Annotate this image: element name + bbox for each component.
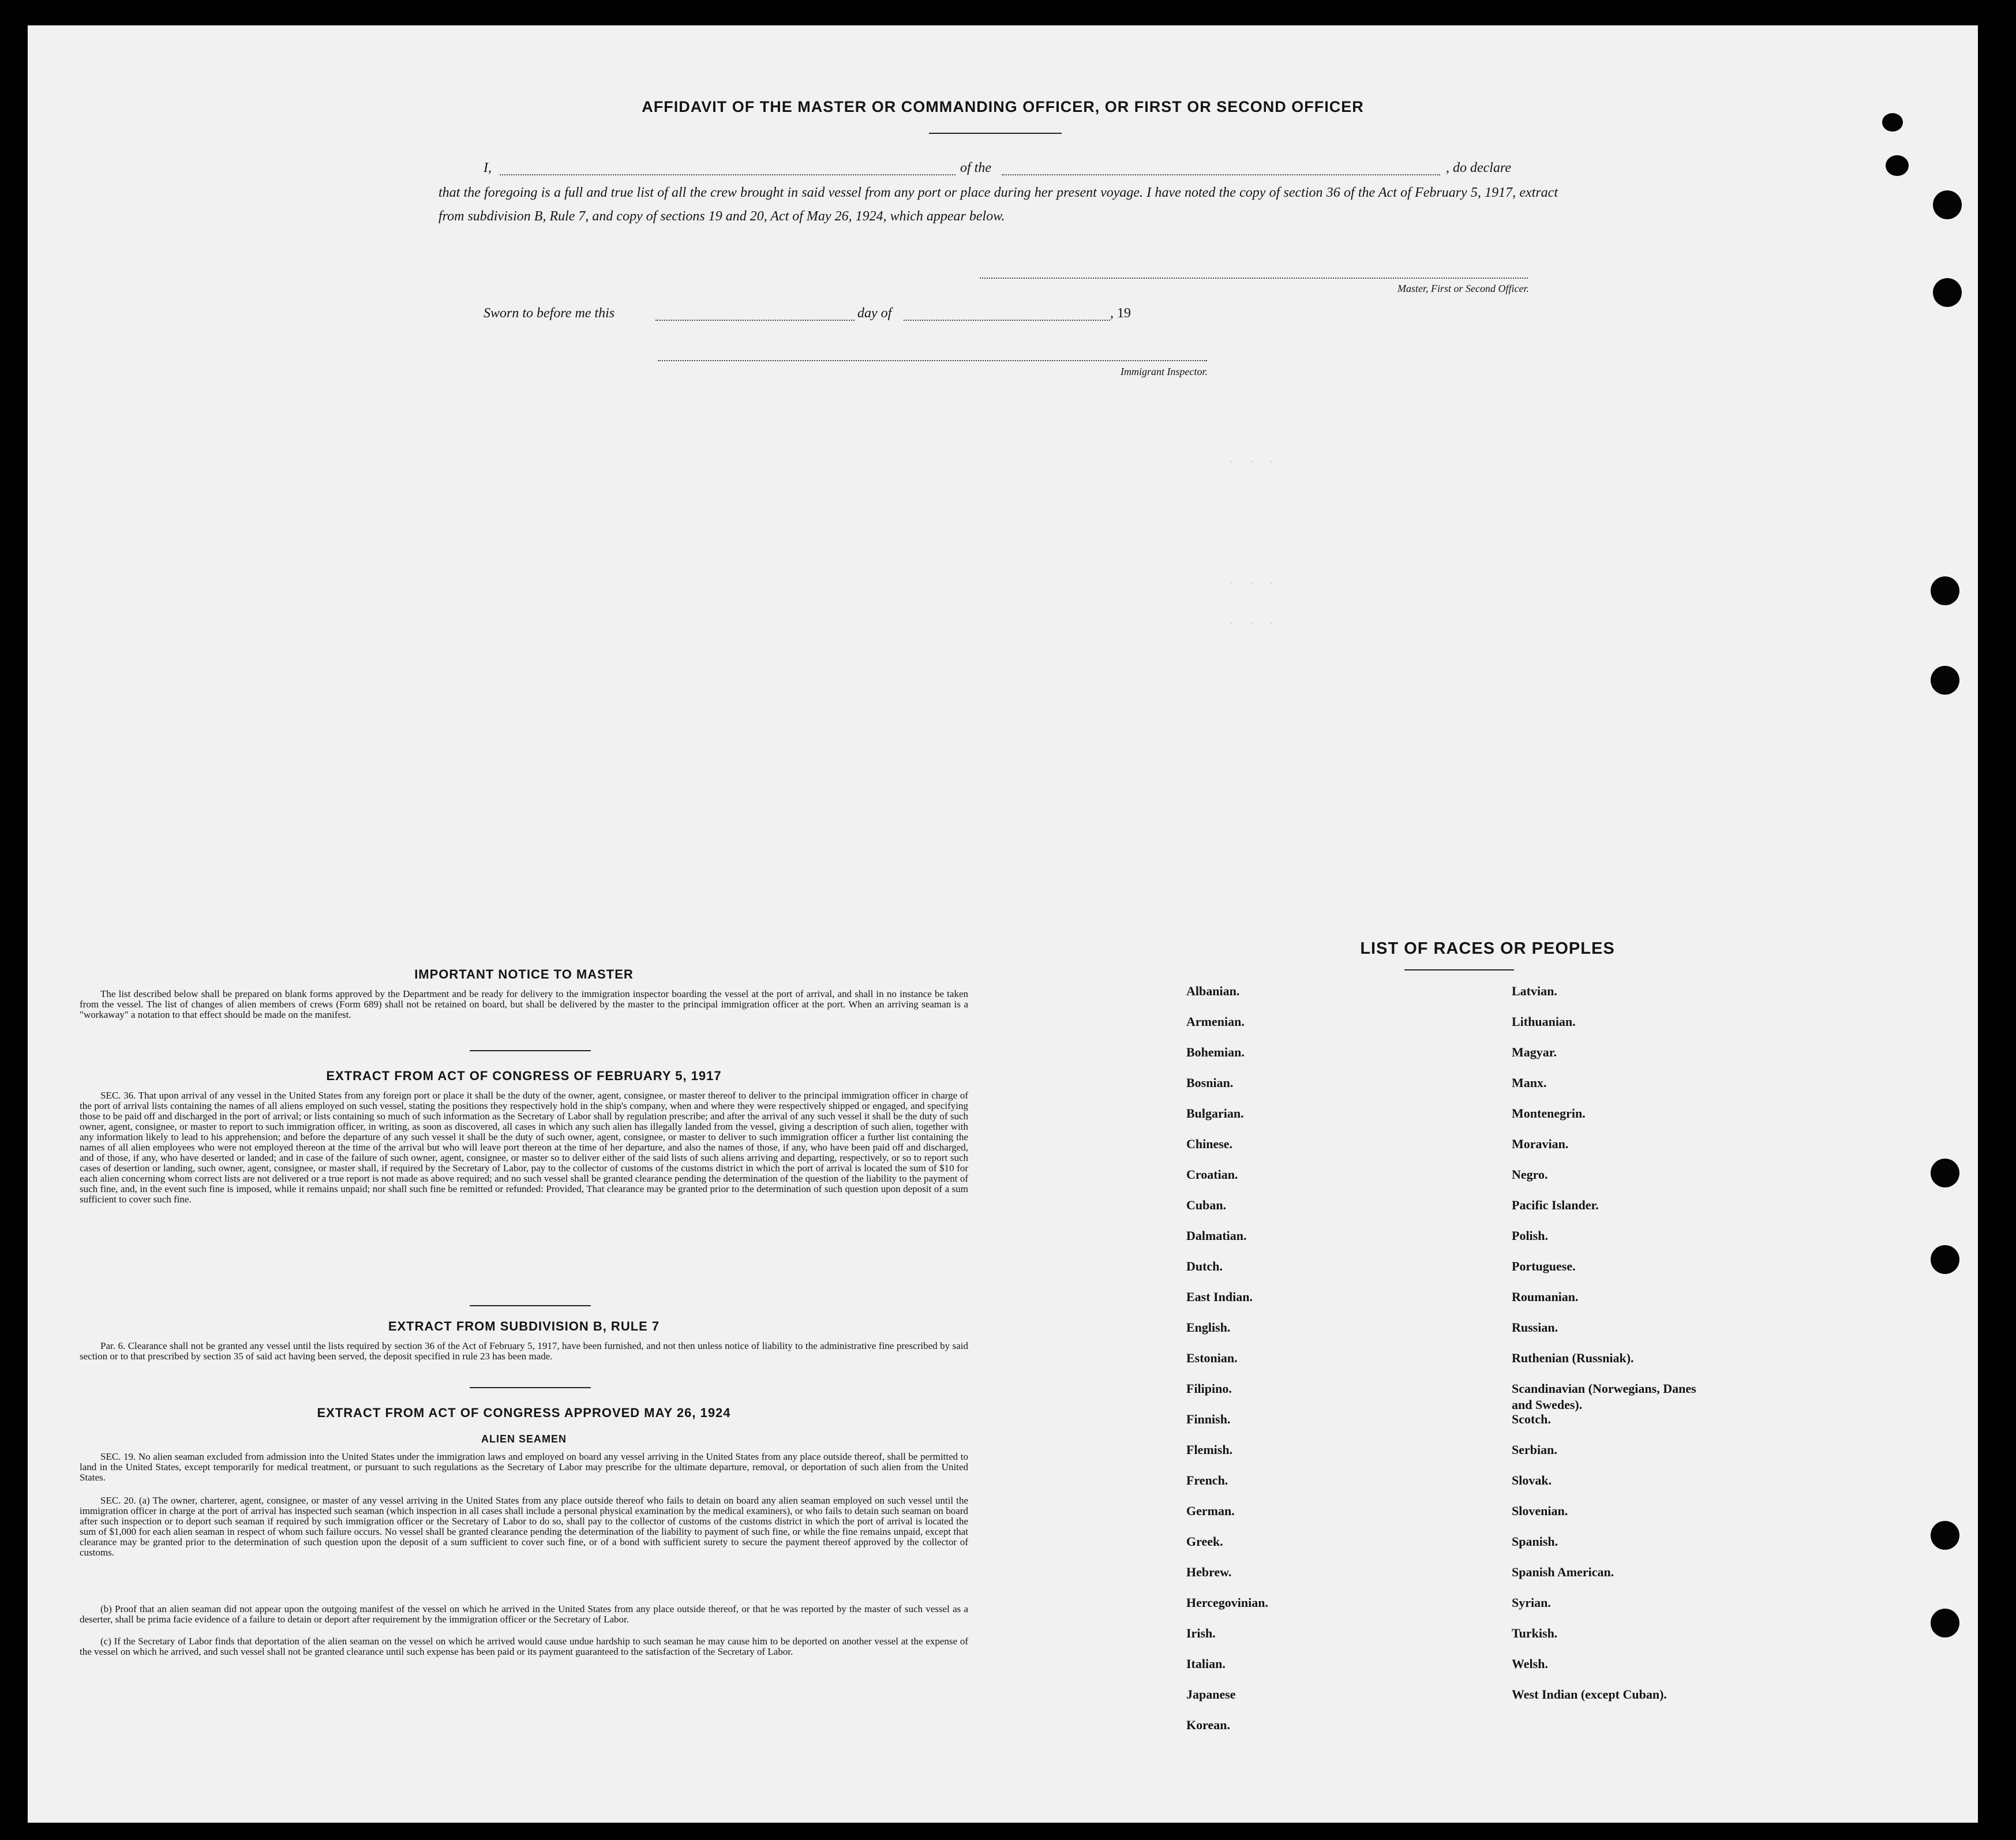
sworn-label: Sworn to before me this [484, 306, 615, 321]
affidavit-title: AFFIDAVIT OF THE MASTER OR COMMANDING OFFICER, OR FIRST OR SECOND OFFICER [642, 98, 1364, 115]
races-title: LIST OF RACES OR PEOPLES [1360, 939, 1615, 958]
race-item: Finnish. [1186, 1412, 1231, 1426]
punch-hole [1886, 155, 1909, 176]
punch-hole [1931, 1609, 1959, 1637]
bleed-through-mark: . . . [1228, 452, 1278, 467]
race-item: Serbian. [1512, 1442, 1557, 1457]
race-item: Estonian. [1186, 1351, 1238, 1365]
race-item: Hebrew. [1186, 1565, 1232, 1579]
punch-hole [1931, 1245, 1959, 1274]
race-item: Cuban. [1186, 1198, 1227, 1212]
declarant-line [484, 157, 1557, 180]
race-item: Japanese [1186, 1687, 1236, 1702]
race-item: Turkish. [1512, 1626, 1558, 1640]
race-item: Bosnian. [1186, 1075, 1234, 1090]
race-item: Pacific Islander. [1512, 1198, 1599, 1212]
race-item: Irish. [1186, 1626, 1216, 1640]
master-signature-label: Master, First or Second Officer. [1397, 283, 1529, 294]
race-item: Armenian. [1186, 1014, 1245, 1029]
punch-hole [1931, 1521, 1959, 1550]
extract-1917-title: EXTRACT FROM ACT OF CONGRESS OF FEBRUARY 5, 1917 [326, 1069, 722, 1083]
race-item: Italian. [1186, 1657, 1226, 1671]
sworn-line [484, 303, 1176, 327]
punch-hole [1931, 576, 1959, 605]
notice-title: IMPORTANT NOTICE TO MASTER [414, 967, 634, 981]
punch-hole [1882, 113, 1903, 132]
sec-20c-text: (c) If the Secretary of Labor finds that deportation of the alien seaman on the vessel on which he arrived would cause undue hardship to such seaman he may cause him to be deported on another vessel at the expense of the vessel on which he arrived, and such vessel shall not be granted clearance until such expense has been paid or its payment guaranteed to the satisfaction of the Secretary of Labor. [80, 1636, 968, 1657]
race-item: German. [1186, 1504, 1235, 1518]
race-item: Spanish American. [1512, 1565, 1614, 1579]
race-item: Magyar. [1512, 1045, 1557, 1059]
title-divider [929, 133, 1062, 134]
declarant-name-field[interactable] [500, 174, 955, 175]
i-label: I, [484, 160, 492, 175]
extract-1924-subtitle: ALIEN SEAMEN [481, 1433, 567, 1445]
race-item: Bulgarian. [1186, 1106, 1244, 1121]
races-title-divider [1404, 969, 1514, 970]
races-list-left [1186, 983, 1440, 1748]
punch-hole [1931, 1159, 1959, 1187]
do-declare-label: , do declare [1446, 160, 1512, 175]
section-divider [470, 1050, 591, 1051]
inspector-label: Immigrant Inspector. [1121, 366, 1208, 377]
race-item: Albanian. [1186, 984, 1240, 998]
race-item: English. [1186, 1320, 1231, 1335]
race-item: Latvian. [1512, 984, 1557, 998]
race-item: Montenegrin. [1512, 1106, 1586, 1121]
race-item: Croatian. [1186, 1167, 1238, 1182]
race-item: Slovenian. [1512, 1504, 1568, 1518]
notice-text: The list described below shall be prepared on blank forms approved by the Department and be ready for delivery to the immigration inspector boarding the vessel at the port of arrival, and shall in no instance be taken from the vessel. The list of changes of alien members of crews (Form 689) shall not be retained on board, but shall be delivered by the master to the principal immigration officer at the port. When an arriving seaman is a "workaway" a notation to that effect should be made on the manifest. [80, 988, 968, 1020]
race-item: Welsh. [1512, 1657, 1548, 1671]
race-item: Ruthenian (Russniak). [1512, 1351, 1634, 1365]
race-item: Roumanian. [1512, 1290, 1579, 1304]
punch-hole [1931, 666, 1959, 695]
race-item: Dalmatian. [1186, 1228, 1247, 1243]
sworn-month-field[interactable] [904, 320, 1110, 321]
race-item: Lithuanian. [1512, 1014, 1576, 1029]
extract-rule7-title: EXTRACT FROM SUBDIVISION B, RULE 7 [388, 1319, 660, 1333]
declaration-text: that the foregoing is a full and true list of all the crew brought in said vessel from any port or place during her present voyage. I have noted the copy of section 36 of the Act of February 5, 1917, extract from subdivision B, Rule 7, and copy of sections 19 and 20, Act of May 26, 1924, which appear below. [439, 185, 1558, 224]
race-item: Korean. [1186, 1718, 1230, 1732]
race-item: French. [1186, 1473, 1228, 1487]
race-item: Scandinavian (Norwegians, Danes and Swedes). [1512, 1381, 1696, 1412]
punch-hole [1933, 190, 1962, 219]
day-of-label: day of [857, 306, 892, 321]
race-item: Filipino. [1186, 1381, 1232, 1396]
race-item: West Indian (except Cuban). [1512, 1687, 1667, 1702]
race-item: Chinese. [1186, 1137, 1233, 1151]
race-item: Hercegovinian. [1186, 1595, 1268, 1610]
of-the-label: of the [960, 160, 991, 175]
bleed-through-mark: . . . [1228, 614, 1278, 628]
year-label: , 19 [1110, 306, 1131, 321]
sec-19-text: SEC. 19. No alien seaman excluded from admission into the United States under the immigration laws and employed on board any vessel arriving in the United States from any place outside thereof, shall be permitted to land in the United States, except temporarily for medical treatment, or pursuant to such regulations as the Secretary of Labor may prescribe for the ultimate departure, removal, or deportation of such alien from the United States. [80, 1451, 968, 1483]
race-item: Spanish. [1512, 1534, 1558, 1549]
race-item: Moravian. [1512, 1137, 1569, 1151]
race-item: Dutch. [1186, 1259, 1223, 1273]
extract-1924-title: EXTRACT FROM ACT OF CONGRESS APPROVED MAY 26, 1924 [317, 1406, 731, 1420]
document-page [28, 25, 1978, 1823]
section-divider [470, 1387, 591, 1388]
bleed-through-mark: . . . [1228, 574, 1278, 588]
race-item: Scotch. [1512, 1412, 1551, 1426]
race-item: Bohemian. [1186, 1045, 1245, 1059]
race-item: East Indian. [1186, 1290, 1253, 1304]
vessel-name-field[interactable] [1002, 174, 1440, 175]
race-item: Greek. [1186, 1534, 1223, 1549]
sec-20b-text: (b) Proof that an alien seaman did not appear upon the outgoing manifest of the vessel on which he arrived in the United States from any place outside thereof, or that he was reported by the master of such vessel as a deserter, shall be prima facie evidence of a failure to detain or deport after requirement by the immigration officer or the Secretary of Labor. [80, 1603, 968, 1625]
inspector-signature-field[interactable] [658, 360, 1207, 361]
sworn-day-field[interactable] [655, 320, 855, 321]
race-item: Russian. [1512, 1320, 1558, 1335]
master-signature-field[interactable] [980, 278, 1528, 279]
extract-1917-text: SEC. 36. That upon arrival of any vessel in the United States from any foreign port or place it shall be the duty of the owner, agent, consignee, or master thereof to deliver to the principal immigration officer in charge of the port of arrival lists containing the names of all aliens employed on such vessel, stating the positions they respectively hold in the ship's company, when and where they were respectively shipped or engaged, and specifying those to be paid off and discharged in the port of arrival; or lists containing so much of such information as the Secretary of Labor shall by regulation prescribe; and after the arrival of any such vessel it shall be the duty of such owner, agent, consignee, or master to report to such immigration officer, in writing, as soon as discovered, all cases in which any such alien has illegally landed from the vessel, giving a description of such alien, together with any information likely to lead to his apprehension; and before the departure of any such vessel it shall be the duty of such owner, agent, consignee, or master to deliver to such immigration officer a further list containing the names of all alien employees who were not employed thereon at the time of the arrival but who will leave port thereon at the time of her departure, and also the names of those, if any, who have been paid off and discharged, and of those, if any, who have deserted or landed; and in case of the failure of such owner, agent, consignee, or master so to deliver either of the said lists of such aliens arriving and departing, respectively, or so to report such cases of desertion or landing, such owner, agent, consignee, or master shall, if required by the Secretary of Labor, pay to the collector of customs of the customs district in which the port of arrival is located the sum of $10 for each alien concerning whom correct lists are not delivered or a true report is not made as above required; and no such vessel shall be granted clearance pending the determination of the question of the liability to the payment of such fine, and, in the event such fine is imposed, while it remains unpaid; nor shall such fine be remitted or refunded: Provided, That clearance may be granted prior to the determination of such question upon deposit of a sum sufficient to cover such fine. [80, 1090, 968, 1205]
section-divider [470, 1305, 591, 1306]
race-item: Negro. [1512, 1167, 1548, 1182]
extract-rule7-text: Par. 6. Clearance shall not be granted any vessel until the lists required by section 36 of the Act of February 5, 1917, have been furnished, and not then unless notice of liability to the administrative fine prescribed by said section or to that prescribed by section 35 of said act having been served, the deposit specified in rule 23 has been made. [80, 1340, 968, 1362]
race-item: Syrian. [1512, 1595, 1551, 1610]
punch-hole [1933, 278, 1962, 307]
race-item: Slovak. [1512, 1473, 1552, 1487]
races-list-right [1512, 983, 1754, 1717]
sec-20a-text: SEC. 20. (a) The owner, charterer, agent, consignee, or master of any vessel arriving in the United States from any place outside thereof who fails to detain on board any alien seaman employed on such vessel until the immigration officer in charge at the port of arrival has inspected such seaman (which inspection in all cases shall include a personal physical examination by the medical examiners), or who fails to detain such seaman on board after such inspection or to deport such seaman if required by such immigration officer or the Secretary of Labor to do so, shall pay to the collector of customs of the customs district in which the port of arrival is located the sum of $1,000 for each alien seaman in respect of whom such failure occurs. No vessel shall be granted clearance pending the determination of the liability to payment of such fine, or while the fine remains unpaid, except that clearance may be granted prior to the determination of such question upon the deposit of a sum sufficient to cover such fine, or of a bond with sufficient surety to secure the payment thereof approved by the collector of customs. [80, 1495, 968, 1558]
race-item: Manx. [1512, 1075, 1547, 1090]
race-item: Portuguese. [1512, 1259, 1576, 1273]
race-item: Flemish. [1186, 1442, 1233, 1457]
race-item: Polish. [1512, 1228, 1548, 1243]
